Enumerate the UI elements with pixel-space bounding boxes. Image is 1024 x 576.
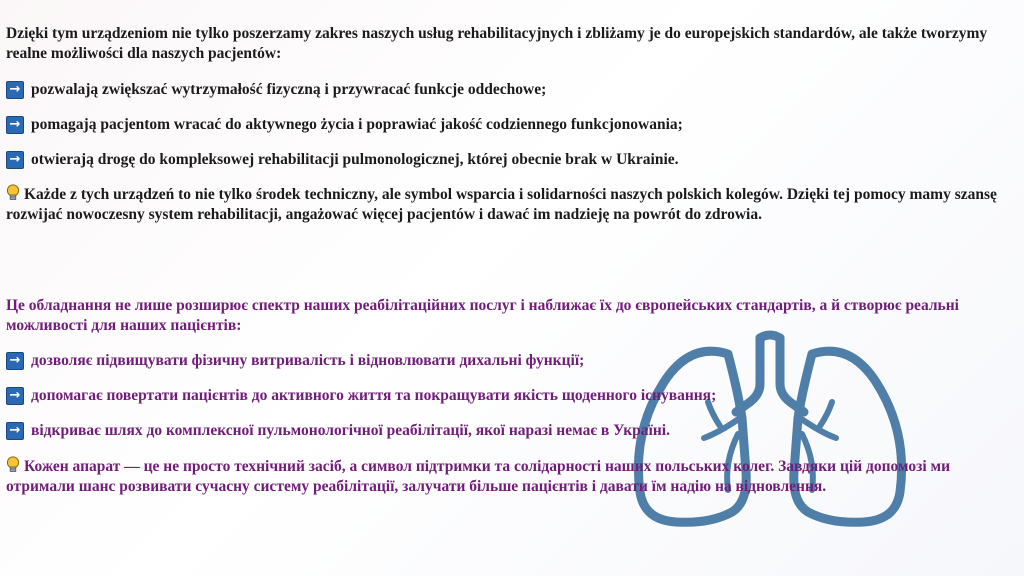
arrow-right-icon: → [6,387,24,405]
polish-bullet-text: pozwalają zwiększać wytrzymałość fizyczną i przywracać funkcje oddechowe; [31,81,547,98]
polish-bullet [6,150,679,170]
ukrainian-bullet-text: дозволяє підвищувати фізичну витривалість і відновлювати дихальні функції; [31,352,585,369]
polish-bullet [6,115,683,135]
polish-bullet-text: otwierają drogę do kompleksowej rehabilitacji pulmonologicznej, której obecnie brak w Ukrainie. [31,151,679,168]
lightbulb-icon [6,184,20,202]
arrow-right-icon: → [6,116,24,134]
arrow-right-icon: → [6,151,24,169]
arrow-right-icon: → [6,352,24,370]
ukrainian-bullet [6,386,716,406]
polish-bullet [6,80,546,100]
polish-intro: Dzięki tym urządzeniom nie tylko poszerzamy zakres naszych usług rehabilitacyjnych i zbliżamy je do europejskich standardów, ale także tworzymy realne możliwości dla naszych pacjentów: [6,25,988,62]
ukrainian-bullet [6,351,584,371]
lightbulb-icon [6,456,20,474]
ukrainian-note [6,456,986,497]
ukrainian-bullet [6,421,670,441]
ukrainian-bullet-text: допомагає повертати пацієнтів до активного життя та покращувати якість щоденного існування; [31,387,717,404]
ukrainian-intro: Це обладнання не лише розширює спектр наших реабілітаційних послуг і наближає їх до європейських стандартів, а й створює реальні можливості для наших пацієнтів: [6,297,959,334]
arrow-right-icon: → [6,81,24,99]
polish-bullet-text: pomagają pacjentom wracać do aktywnego życia i poprawiać jakość codziennego funkcjonowania; [31,116,683,133]
polish-note [6,184,1006,225]
ukrainian-bullet-text: відкриває шлях до комплексної пульмонологічної реабілітації, якої наразі немає в Україні. [31,422,670,439]
arrow-right-icon: → [6,422,24,440]
ukrainian-note-text: Кожен апарат — це не просто технічний засіб, а символ підтримки та солідарності наших польських колег. Завдяки цій допомозі ми отримали шанс розвивати сучасну систему реабілітації, залучати більше пацієнтів і давати їм надію на відновлення. [6,458,951,495]
polish-note-text: Każde z tych urządzeń to nie tylko środek techniczny, ale symbol wsparcia i solidarności naszych polskich kolegów. Dzięki tej pomocy mamy szansę rozwijać nowoczesny system rehabilitacji, angażować więcej pacjentów i dawać im nadzieję na powrót do zdrowia. [6,186,997,223]
